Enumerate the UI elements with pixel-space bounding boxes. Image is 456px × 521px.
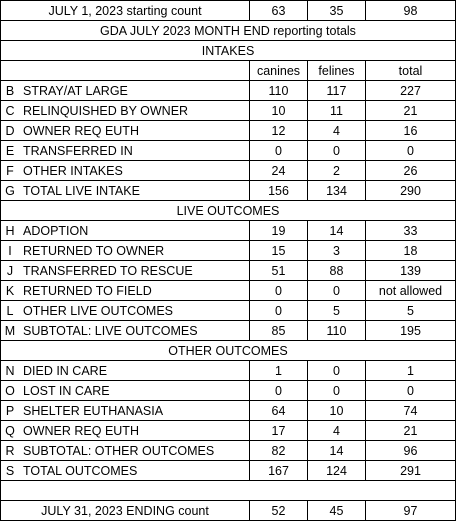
column-header-felines: felines	[308, 61, 366, 81]
row-code: D	[1, 121, 19, 141]
row-canines: 19	[250, 221, 308, 241]
row-code: Q	[1, 421, 19, 441]
row-total: 26	[366, 161, 455, 181]
row-code: C	[1, 101, 19, 121]
row-label: RETURNED TO OWNER	[19, 241, 250, 261]
row-total: 195	[366, 321, 455, 341]
section-title: LIVE OUTCOMES	[1, 201, 455, 221]
row-code: K	[1, 281, 19, 301]
row-total: 16	[366, 121, 455, 141]
row-label: TRANSFERRED IN	[19, 141, 250, 161]
row-felines: 2	[308, 161, 366, 181]
row-label: OWNER REQ EUTH	[19, 421, 250, 441]
row-total: not allowed	[366, 281, 455, 301]
row-felines: 4	[308, 121, 366, 141]
row-canines: 12	[250, 121, 308, 141]
row-label: SHELTER EUTHANASIA	[19, 401, 250, 421]
row-canines: 17	[250, 421, 308, 441]
row-label: OTHER LIVE OUTCOMES	[19, 301, 250, 321]
row-code: J	[1, 261, 19, 281]
row-label: ADOPTION	[19, 221, 250, 241]
row-canines: 24	[250, 161, 308, 181]
row-code: N	[1, 361, 19, 381]
row-code: L	[1, 301, 19, 321]
row-code: P	[1, 401, 19, 421]
end-count-label: JULY 31, 2023 ENDING count	[1, 501, 250, 521]
start-count-label: JULY 1, 2023 starting count	[1, 1, 250, 21]
row-code: O	[1, 381, 19, 401]
row-felines: 0	[308, 141, 366, 161]
row-total: 74	[366, 401, 455, 421]
row-code: H	[1, 221, 19, 241]
row-label: RETURNED TO FIELD	[19, 281, 250, 301]
row-felines: 10	[308, 401, 366, 421]
row-felines: 4	[308, 421, 366, 441]
row-label: RELINQUISHED BY OWNER	[19, 101, 250, 121]
row-canines: 1	[250, 361, 308, 381]
row-total: 21	[366, 101, 455, 121]
row-felines: 5	[308, 301, 366, 321]
row-label: TRANSFERRED TO RESCUE	[19, 261, 250, 281]
row-code: F	[1, 161, 19, 181]
row-canines: 0	[250, 281, 308, 301]
row-label: OTHER INTAKES	[19, 161, 250, 181]
row-total: 21	[366, 421, 455, 441]
column-header-total: total	[366, 61, 455, 81]
start-count-total: 98	[366, 1, 455, 21]
row-label: DIED IN CARE	[19, 361, 250, 381]
row-canines: 0	[250, 141, 308, 161]
row-total: 5	[366, 301, 455, 321]
row-felines: 14	[308, 441, 366, 461]
spacer-row	[1, 481, 455, 501]
row-felines: 0	[308, 361, 366, 381]
section-title: OTHER OUTCOMES	[1, 341, 455, 361]
row-label: STRAY/AT LARGE	[19, 81, 250, 101]
row-total: 291	[366, 461, 455, 481]
row-total: 0	[366, 381, 455, 401]
row-total: 139	[366, 261, 455, 281]
row-code: S	[1, 461, 19, 481]
row-label: SUBTOTAL: OTHER OUTCOMES	[19, 441, 250, 461]
row-total: 227	[366, 81, 455, 101]
row-label: SUBTOTAL: LIVE OUTCOMES	[19, 321, 250, 341]
row-canines: 0	[250, 381, 308, 401]
row-canines: 167	[250, 461, 308, 481]
row-felines: 14	[308, 221, 366, 241]
row-code: B	[1, 81, 19, 101]
row-label: TOTAL LIVE INTAKE	[19, 181, 250, 201]
row-code: R	[1, 441, 19, 461]
row-canines: 10	[250, 101, 308, 121]
row-total: 18	[366, 241, 455, 261]
row-code: E	[1, 141, 19, 161]
row-code: M	[1, 321, 19, 341]
row-canines: 64	[250, 401, 308, 421]
row-canines: 15	[250, 241, 308, 261]
row-canines: 156	[250, 181, 308, 201]
end-count-canines: 52	[250, 501, 308, 521]
row-total: 96	[366, 441, 455, 461]
section-title: INTAKES	[1, 41, 455, 61]
row-felines: 11	[308, 101, 366, 121]
row-total: 1	[366, 361, 455, 381]
column-header-canines: canines	[250, 61, 308, 81]
row-label: OWNER REQ EUTH	[19, 121, 250, 141]
row-felines: 117	[308, 81, 366, 101]
row-felines: 134	[308, 181, 366, 201]
row-canines: 110	[250, 81, 308, 101]
row-felines: 88	[308, 261, 366, 281]
end-count-total: 97	[366, 501, 455, 521]
row-canines: 82	[250, 441, 308, 461]
row-canines: 85	[250, 321, 308, 341]
end-count-felines: 45	[308, 501, 366, 521]
row-canines: 0	[250, 301, 308, 321]
row-felines: 0	[308, 381, 366, 401]
start-count-felines: 35	[308, 1, 366, 21]
row-label: TOTAL OUTCOMES	[19, 461, 250, 481]
row-felines: 3	[308, 241, 366, 261]
start-count-canines: 63	[250, 1, 308, 21]
row-felines: 0	[308, 281, 366, 301]
row-total: 33	[366, 221, 455, 241]
row-felines: 124	[308, 461, 366, 481]
row-total: 0	[366, 141, 455, 161]
row-canines: 51	[250, 261, 308, 281]
report-title: GDA JULY 2023 MONTH END reporting totals	[1, 21, 455, 41]
row-total: 290	[366, 181, 455, 201]
row-felines: 110	[308, 321, 366, 341]
row-label: LOST IN CARE	[19, 381, 250, 401]
row-code: I	[1, 241, 19, 261]
column-header-spacer	[1, 61, 250, 81]
row-code: G	[1, 181, 19, 201]
